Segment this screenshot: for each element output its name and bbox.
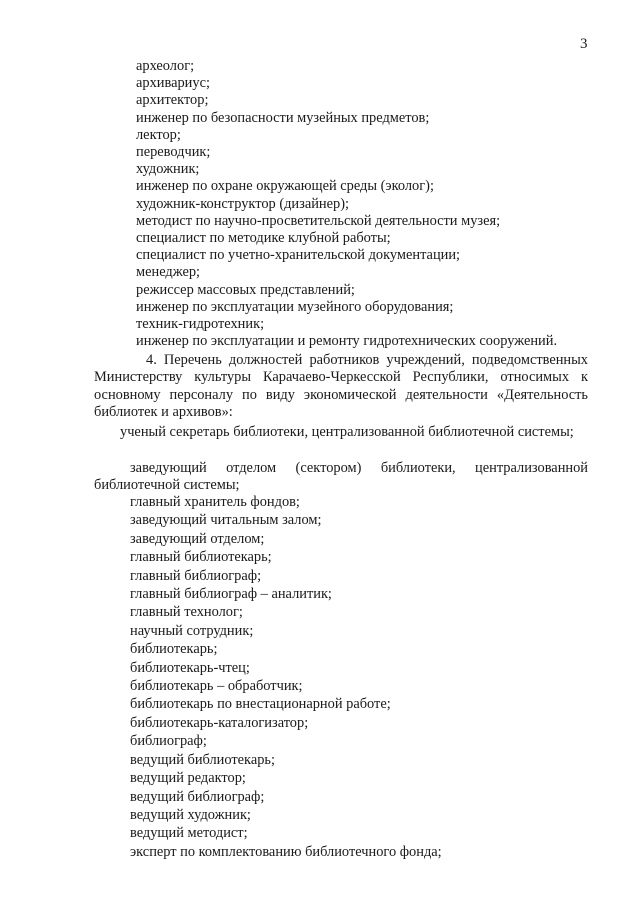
position-list-museums <box>136 58 557 350</box>
list-item: художник-конструктор (дизайнер); <box>136 195 349 212</box>
list-item: главный хранитель фондов; <box>130 494 300 510</box>
list-item: ведущий методист; <box>130 825 248 842</box>
position-list-libraries <box>130 493 442 861</box>
list-item-head-dept: заведующий отделом (сектором) библиотеки, централизованной библиотечной системы; <box>94 460 588 494</box>
list-item: архитектор; <box>136 92 209 109</box>
list-item: главный библиограф; <box>130 567 262 584</box>
list-item: специалист по методике клубной работы; <box>136 230 391 247</box>
list-item: библиограф; <box>130 733 207 750</box>
list-item: библиотекарь-каталогизатор; <box>130 714 309 731</box>
list-item: археолог; <box>136 58 195 74</box>
list-item: менеджер; <box>136 264 201 281</box>
list-item: ведущий библиограф; <box>130 788 265 805</box>
list-item: инженер по охране окружающей среды (эколог); <box>136 178 434 195</box>
list-item: заведующий отделом; <box>130 530 265 547</box>
list-item: эксперт по комплектованию библиотечного фонда; <box>130 843 442 860</box>
list-item: библиотекарь – обработчик; <box>130 678 303 695</box>
list-item: художник; <box>136 161 200 178</box>
page-number: 3 <box>580 36 588 52</box>
section-4-paragraph: 4. Перечень должностей работников учреждений, подведомственных Министерству культуры Карачаево-Черкесской Республики, относимых к основному персоналу по виду экономической деятельности «Деятельность библиотек и архивов»: <box>94 352 588 421</box>
list-item: главный библиотекарь; <box>130 549 272 566</box>
list-item: ведущий редактор; <box>130 770 246 787</box>
list-item: библиотекарь-чтец; <box>130 659 250 676</box>
list-item: ведущий художник; <box>130 806 251 823</box>
list-item: инженер по эксплуатации и ремонту гидротехнических сооружений. <box>136 333 558 350</box>
list-item: главный библиограф – аналитик; <box>130 586 332 603</box>
list-item: заведующий читальным залом; <box>130 512 322 529</box>
list-item: переводчик; <box>136 144 211 161</box>
list-item: методист по научно-просветительской деятельности музея; <box>136 212 501 229</box>
list-item: техник-гидротехник; <box>136 316 265 333</box>
list-item: научный сотрудник; <box>130 622 254 639</box>
list-item: лектор; <box>136 126 181 143</box>
list-item: инженер по безопасности музейных предметов; <box>136 109 430 126</box>
list-item: инженер по эксплуатации музейного оборудования; <box>136 298 454 315</box>
list-item-secretary: ученый секретарь библиотеки, централизованной библиотечной системы; <box>120 424 574 440</box>
list-item: ведущий библиотекарь; <box>130 751 275 768</box>
list-item: главный технолог; <box>130 604 243 621</box>
list-item: специалист по учетно-хранительской документации; <box>136 247 461 264</box>
list-item: режиссер массовых представлений; <box>136 281 355 298</box>
list-item: архивариус; <box>136 75 210 92</box>
list-item: библиотекарь; <box>130 641 218 658</box>
list-item: библиотекарь по внестационарной работе; <box>130 696 391 713</box>
